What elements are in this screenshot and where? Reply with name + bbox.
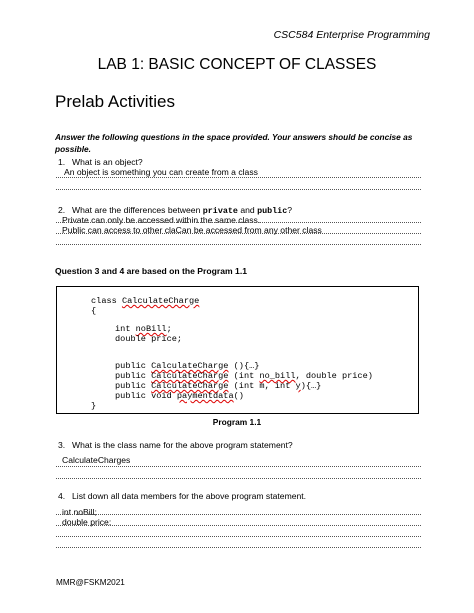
code-line: double price; (115, 334, 183, 344)
section-title: Question 3 and 4 are based on the Program 1.1 (55, 266, 247, 276)
answer-line (56, 536, 421, 537)
question-1 (58, 157, 143, 167)
question-text: ? (287, 205, 292, 215)
answer-line (56, 525, 421, 526)
answer-line (56, 177, 421, 178)
answer-line (56, 222, 421, 223)
keyword-public: public (257, 206, 288, 216)
question-text: List down all data members for the above program statement. (72, 491, 307, 501)
instructions: Answer the following questions in the space provided. Your answers should be concise as possible. (55, 132, 413, 154)
question-text: What is an object? (72, 157, 143, 167)
code-line: public CalculateCharge (){…} (115, 361, 260, 371)
answer-line (56, 547, 421, 548)
course-header: CSC584 Enterprise Programming (273, 29, 430, 41)
keyword-private: private (202, 206, 238, 216)
answer-line (56, 514, 421, 515)
answer-line (56, 233, 421, 234)
question-3 (58, 440, 293, 450)
code-line: public CalculateCharge (int no_bill, double price) (115, 371, 373, 381)
code-line: public void paymentdata() (115, 391, 244, 401)
question-4 (58, 491, 306, 501)
question-number: 3. (58, 440, 66, 450)
question-number: 2. (58, 205, 66, 215)
question-text: What are the differences between (72, 205, 201, 215)
answer-2b: Public can access to other claCan be accessed from any other class (62, 225, 322, 235)
code-line: { (91, 306, 97, 316)
code-line: int noBill; (115, 324, 172, 334)
answer-4b: double price; (62, 517, 112, 527)
answer-1: An object is something you can create from a class (64, 167, 258, 177)
question-text: What is the class name for the above program statement? (72, 440, 293, 450)
section-heading: Prelab Activities (55, 92, 175, 111)
answer-line (56, 466, 421, 467)
answer-line (56, 478, 421, 479)
question-text: and (240, 205, 255, 215)
question-number: 4. (58, 491, 66, 501)
answer-4a: int noBill; (62, 507, 97, 517)
footer: MMR@FSKM2021 (56, 578, 125, 587)
answer-2a: Private can only be accessed within the same class. (62, 215, 261, 225)
code-line: class CalculateCharge (91, 296, 200, 306)
lab-title: LAB 1: BASIC CONCEPT OF CLASSES (97, 56, 377, 73)
code-line: } (91, 401, 97, 411)
answer-3: CalculateCharges (62, 455, 131, 465)
figure-caption: Program 1.1 (212, 417, 262, 427)
code-listing (56, 286, 419, 414)
answer-line (56, 189, 421, 190)
code-line: public CalculateCharge (int m, int y){…} (115, 381, 322, 391)
question-number: 1. (58, 157, 66, 167)
answer-line (56, 244, 421, 245)
